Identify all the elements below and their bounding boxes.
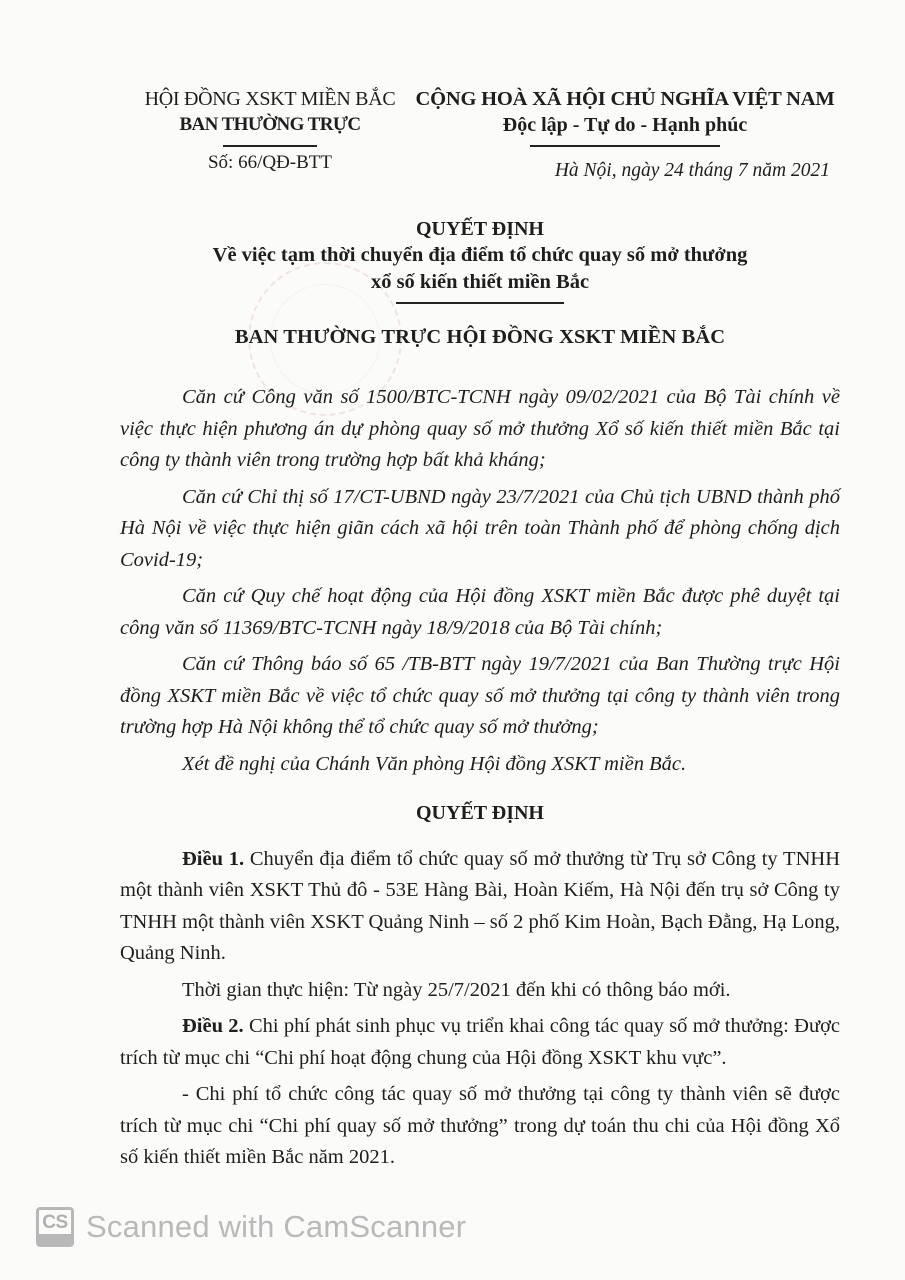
header-left-divider [223, 145, 317, 147]
preamble-paragraph: Căn cứ Công văn số 1500/BTC-TCNH ngày 09/02/2021 của Bộ Tài chính về việc thực hiện phương án dự phòng quay số mở thưởng Xổ số kiến thiết miền Bắc tại công ty thành viên trong trường hợp bất khả kháng; [120, 386, 840, 471]
issuing-authority: BAN THƯỜNG TRỰC HỘI ĐỒNG XSKT MIỀN BẮC [234, 326, 726, 348]
national-header-block [405, 86, 845, 147]
national-motto: Độc lập - Tự do - Hạnh phúc [502, 114, 748, 136]
nation-name: CỘNG HOÀ XÃ HỘI CHỦ NGHĨA VIỆT NAM [415, 88, 835, 110]
document-body [120, 382, 840, 1179]
preamble-paragraph: Xét đề nghị của Chánh Văn phòng Hội đồng XSKT miền Bắc. [182, 752, 687, 775]
article-1 [120, 844, 840, 970]
camscanner-logo-icon [36, 1207, 74, 1247]
issuing-body-block [120, 86, 420, 147]
article-1-text: Chuyển địa điểm tổ chức quay số mở thưởng từ Trụ sở Công ty TNHH một thành viên XSKT Thủ đô - 53E Hàng Bài, Hoàn Kiếm, Hà Nội đến trụ sở Công ty TNHH một thành viên XSKT Quảng Ninh – số 2 phố Kim Hoàn, Bạch Đằng, Hạ Long, Quảng Ninh. [120, 847, 840, 964]
organization-name: HỘI ĐỒNG XSKT MIỀN BẮC [144, 88, 396, 110]
article-1-label: Điều 1. [182, 847, 245, 870]
document-type: QUYẾT ĐỊNH [416, 218, 544, 240]
preamble-paragraph: Căn cứ Quy chế hoạt động của Hội đồng XSKT miền Bắc được phê duyệt tại công văn số 11369/BTC-TCNH ngày 18/9/2018 của Bộ Tài chính; [120, 585, 840, 639]
document-title-block [120, 216, 840, 304]
article-2-text: Chi phí phát sinh phục vụ triển khai công tác quay số mở thưởng: Được trích từ mục chi “Chi phí hoạt động chung của Hội đồng XSKT khu vực”. [120, 1015, 841, 1069]
preamble-paragraph: Căn cứ Chỉ thị số 17/CT-UBND ngày 23/7/2021 của Chủ tịch UBND thành phố Hà Nội về việc thực hiện giãn cách xã hội trên toàn Thành phố để phòng chống dịch Covid-19; [120, 485, 840, 571]
camscanner-watermark-text: Scanned with CamScanner [86, 1209, 467, 1244]
place-and-date: Hà Nội, ngày 24 tháng 7 năm 2021 [554, 160, 830, 181]
header-right-divider [530, 145, 720, 147]
article-1-effective-date: Thời gian thực hiện: Từ ngày 25/7/2021 đến khi có thông báo mới. [182, 978, 731, 1001]
article-2-detail: - Chi phí tổ chức công tác quay số mở thưởng tại công ty thành viên sẽ được trích từ mục chi “Chi phí quay số mở thưởng” trong dự toán thu chi của Hội đồng Xổ số kiến thiết miền Bắc năm 2021. [120, 1083, 840, 1168]
decision-heading: QUYẾT ĐỊNH [416, 802, 544, 824]
department-name: BAN THƯỜNG TRỰC [179, 114, 361, 135]
title-divider [396, 302, 564, 304]
article-2-label: Điều 2. [182, 1015, 244, 1037]
camscanner-watermark [36, 1207, 466, 1247]
article-2 [120, 1011, 840, 1074]
document-number: Số: 66/QĐ-BTT [207, 152, 333, 173]
document-subject-line-2: xổ số kiến thiết miền Bắc [370, 271, 590, 293]
document-subject-line-1: Về việc tạm thời chuyển địa điểm tổ chức quay số mở thưởng [212, 244, 748, 266]
camscanner-logo-text: CS [42, 1212, 68, 1233]
preamble-paragraph: Căn cứ Thông báo số 65 /TB-BTT ngày 19/7/2021 của Ban Thường trực Hội đồng XSKT miền Bắc về việc tổ chức quay số mở thưởng tại công ty thành viên trong trường hợp Hà Nội không thể tổ chức quay số mở thưởng; [120, 653, 840, 738]
